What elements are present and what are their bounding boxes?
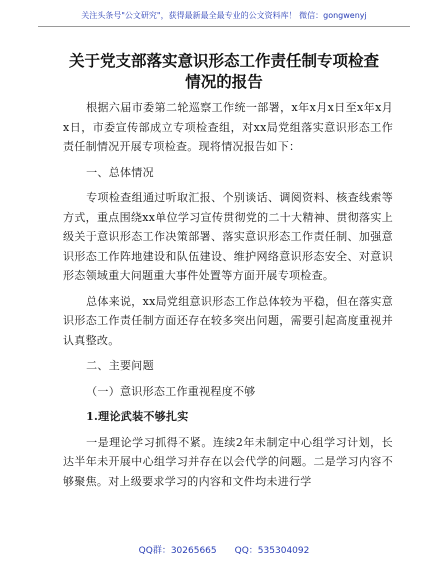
item-heading-theory: 1.理论武装不够扎实 (86, 410, 189, 423)
title-line-2: 情况的报告 (185, 72, 263, 91)
paragraph-theory-study: 一是理论学习抓得不紧。连续2年未制定中心组学习计划，长达半年未开展中心组学习并存在以会代学的问题。二是学习内容不够聚焦。对上级要求学习的内容和文件均未进行学 (63, 435, 393, 488)
footer-qq-group: QQ群：30265665 (138, 546, 217, 556)
section-heading-problems: 二、主要问题 (86, 359, 154, 372)
section-heading-overview: 一、总体情况 (86, 165, 154, 179)
header-banner: 关注头条号"公文研究"，获得最新最全最专业的公文资料库！ 微信：gongwenyj (81, 11, 367, 20)
title-line-1: 关于党支部落实意识形态工作责任制专项检查 (68, 51, 379, 70)
header-divider (38, 26, 410, 27)
paragraph-summary: 总体来说，xx局党组意识形态工作总体较为平稳，但在落实意识形态工作责任制方面还存在较多突出问题，需要引起高度重视并认真整改。 (63, 294, 393, 347)
footer-qq: QQ：535304092 (234, 546, 310, 556)
footer-contact (0, 543, 448, 556)
document-title (40, 50, 408, 92)
paragraph-inspection-method: 专项检查组通过听取汇报、个别谈话、调阅资料、核查线索等方式，重点围绕xx单位学习宣传贯彻党的二十大精神、贯彻落实上级关于意识形态工作决策部署、落实意识形态工作责任制、加强意识形态工作阵地建设和队伍建设、维护网络意识形态安全、对意识形态领域重大问题重大事件处置等方面开展专项检查。 (63, 191, 393, 282)
document-body (63, 98, 393, 497)
subsection-heading-attention: （一）意识形态工作重视程度不够 (86, 384, 256, 398)
paragraph-intro: 根据六届市委第二轮巡察工作统一部署，x年x月x日至x年x月x日，市委宣传部成立专项检查组，对xx局党组落实意识形态工作责任制情况开展专项检查。现将情况报告如下： (63, 101, 393, 153)
